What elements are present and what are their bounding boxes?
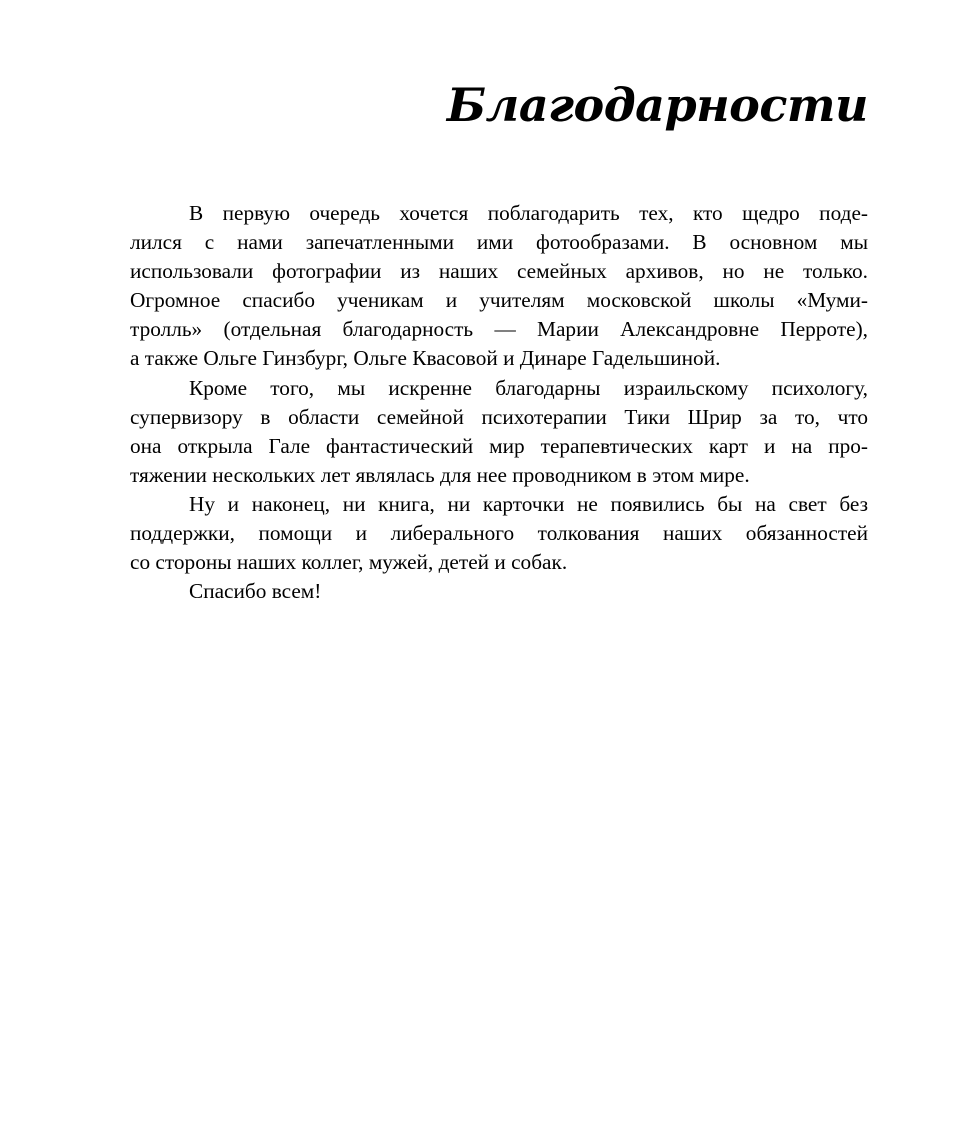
paragraph-2-line-3: она открыла Гале фантастический мир терапевтических карт и на про- [130, 433, 868, 458]
paragraph-2-line-4: тяжении нескольких лет являлась для нее проводником в этом мире. [130, 462, 750, 487]
paragraph-1-line-3: использовали фотографии из наших семейных архивов, но не только. [130, 259, 868, 284]
paragraph-4-line-1: Спасибо всем! [189, 579, 322, 604]
paragraph-1-line-5: тролль» (отдельная благодарность — Марии Александровне Перроте), [130, 317, 868, 342]
paragraph-2-line-2: супервизору в области семейной психотерапии Тики Шрир за то, что [130, 404, 868, 429]
paragraph-3-line-2: поддержки, помощи и либерального толкования наших обязанностей [130, 521, 868, 546]
body-text [130, 199, 868, 606]
paragraph-1-line-2: лился с нами запечатленными ими фотообразами. В основном мы [130, 230, 868, 255]
page-title: Благодарности [446, 78, 868, 132]
paragraph-1-line-4: Огромное спасибо ученикам и учителям московской школы «Муми- [130, 288, 868, 313]
paragraph-3-line-1: Ну и наконец, ни книга, ни карточки не появились бы на свет без [189, 491, 868, 516]
paragraph-2-line-1: Кроме того, мы искренне благодарны израильскому психологу, [189, 375, 868, 400]
paragraph-3-line-3: со стороны наших коллег, мужей, детей и собак. [130, 550, 568, 575]
paragraph-1-line-1: В первую очередь хочется поблагодарить тех, кто щедро поде- [189, 201, 868, 225]
paragraph-1-line-6: а также Ольге Гинзбург, Ольге Квасовой и Динаре Гадельшиной. [130, 346, 721, 371]
